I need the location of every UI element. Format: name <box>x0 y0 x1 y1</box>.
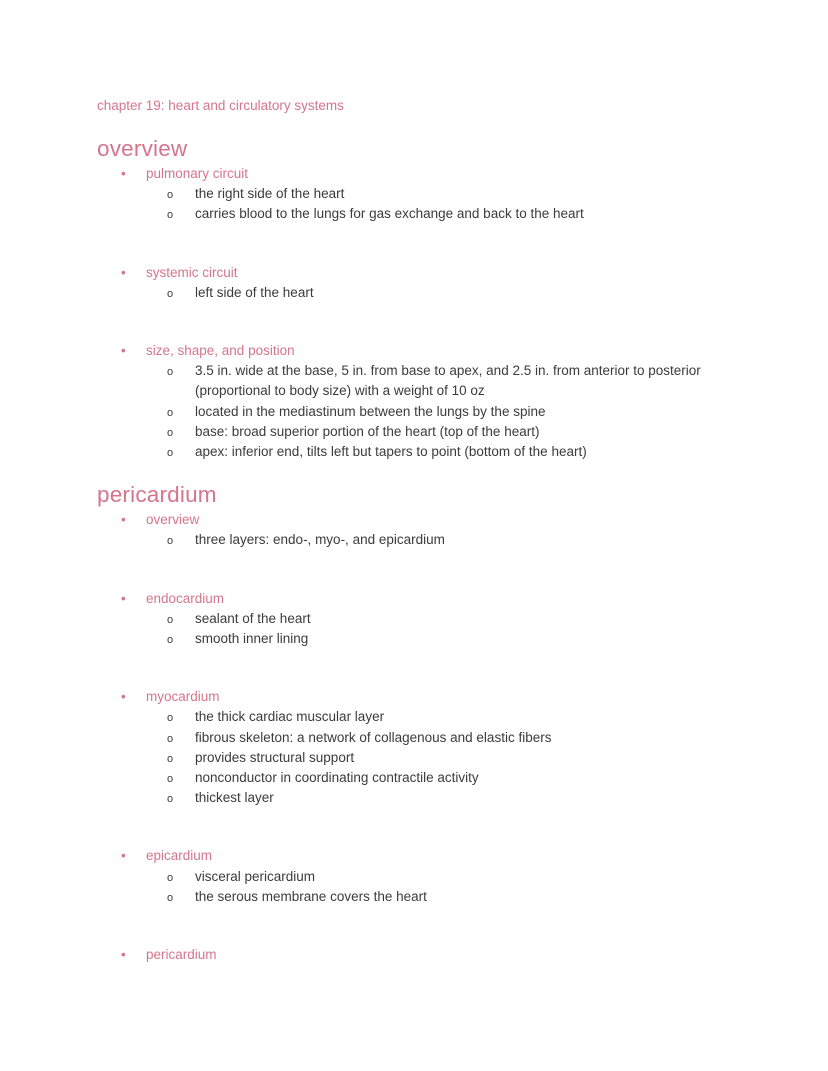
sublist <box>97 283 731 303</box>
circle-bullet-icon: o <box>167 793 174 806</box>
section-title: pericardium <box>97 482 217 508</box>
circle-bullet-icon: o <box>167 287 174 300</box>
sublist <box>97 609 731 649</box>
circle-bullet-icon: o <box>167 752 174 765</box>
list-item-text: apex: inferior end, tilts left but tapers to point (bottom of the heart) <box>195 444 587 460</box>
list-item-text: the thick cardiac muscular layer <box>195 709 385 725</box>
bullet-group <box>97 846 731 907</box>
list-item-level2 <box>97 728 725 748</box>
circle-bullet-icon: o <box>167 189 174 202</box>
list-item-level1 <box>97 945 731 965</box>
document-body <box>97 134 731 965</box>
list-item-label: pulmonary circuit <box>146 166 249 181</box>
bullet-icon: • <box>121 512 126 528</box>
circle-bullet-icon: o <box>167 209 174 222</box>
list-item-text: fibrous skeleton: a network of collagenous and elastic fibers <box>195 729 552 745</box>
list-item-level2 <box>97 867 725 887</box>
list-item-label: systemic circuit <box>146 264 238 280</box>
circle-bullet-icon: o <box>167 891 174 904</box>
list-item-text: left side of the heart <box>195 284 314 300</box>
list-item-level1 <box>97 589 731 609</box>
bullet-group <box>97 263 731 303</box>
circle-bullet-icon: o <box>167 871 174 884</box>
bullet-group <box>97 589 731 650</box>
list-item-level2 <box>97 788 725 808</box>
circle-bullet-icon: o <box>167 634 174 647</box>
bullet-group <box>97 341 731 462</box>
list-item-level1 <box>97 341 731 361</box>
list-item-level2 <box>97 184 725 204</box>
section-groups <box>97 510 731 965</box>
list-item-label: pericardium <box>146 947 217 963</box>
bullet-group <box>97 510 731 550</box>
list-item-level2 <box>97 204 725 224</box>
list-item-level1 <box>97 510 731 530</box>
list-item-level2 <box>97 629 725 649</box>
bullet-icon: • <box>121 848 126 864</box>
list-item-level2 <box>97 361 725 401</box>
list-item-text: 3.5 in. wide at the base, 5 in. from base to apex, and 2.5 in. from anterior to posterior (proportional to body size) with a weight of 10 oz <box>195 363 701 399</box>
circle-bullet-icon: o <box>167 732 174 745</box>
list-item-text: base: broad superior portion of the heart (top of the heart) <box>195 423 540 439</box>
list-item-text: carries blood to the lungs for gas exchange and back to the heart <box>195 206 584 222</box>
list-item-text: provides structural support <box>195 749 355 765</box>
bullet-icon: • <box>121 689 126 705</box>
section <box>97 134 731 462</box>
list-item-level2 <box>97 422 725 442</box>
list-item-level2 <box>97 748 725 768</box>
list-item-text: nonconductor in coordinating contractile activity <box>195 770 479 786</box>
bullet-icon: • <box>121 590 126 606</box>
list-item-level1 <box>97 263 731 283</box>
circle-bullet-icon: o <box>167 366 174 379</box>
circle-bullet-icon: o <box>167 613 174 626</box>
list-item-text: sealant of the heart <box>195 610 311 626</box>
list-item-level1 <box>97 164 731 184</box>
list-item-label: overview <box>146 512 200 528</box>
circle-bullet-icon: o <box>167 773 174 786</box>
section-title: overview <box>97 136 188 161</box>
sublist <box>97 707 731 808</box>
section <box>97 480 731 965</box>
list-item-text: the right side of the heart <box>195 186 345 202</box>
list-item-text: smooth inner lining <box>195 631 309 647</box>
bullet-group <box>97 945 731 965</box>
bullet-icon: • <box>121 343 126 359</box>
sublist <box>97 867 731 907</box>
bullet-icon: • <box>121 264 126 280</box>
sublist <box>97 184 731 224</box>
chapter-subtitle: chapter 19: heart and circulatory systems <box>97 98 344 113</box>
bullet-group <box>97 687 731 808</box>
sublist <box>97 530 731 550</box>
list-item-label: myocardium <box>146 689 220 705</box>
list-item-level2 <box>97 402 725 422</box>
list-item-text: the serous membrane covers the heart <box>195 888 427 904</box>
list-item-level1 <box>97 846 731 866</box>
list-item-text: visceral pericardium <box>195 868 316 884</box>
list-item-level2 <box>97 283 725 303</box>
bullet-group <box>97 164 731 225</box>
circle-bullet-icon: o <box>167 406 174 419</box>
list-item-level1 <box>97 687 731 707</box>
circle-bullet-icon: o <box>167 426 174 439</box>
sublist <box>97 361 731 462</box>
list-item-text: located in the mediastinum between the lungs by the spine <box>195 403 546 419</box>
list-item-level2 <box>97 887 725 907</box>
list-item-level2 <box>97 768 725 788</box>
list-item-level2 <box>97 707 725 727</box>
list-item-level2 <box>97 609 725 629</box>
bullet-icon: • <box>121 947 126 963</box>
circle-bullet-icon: o <box>167 447 174 460</box>
list-item-label: size, shape, and position <box>146 343 295 359</box>
list-item-text: three layers: endo-, myo-, and epicardium <box>195 532 445 548</box>
list-item-level2 <box>97 530 725 550</box>
list-item-label: endocardium <box>146 590 225 606</box>
circle-bullet-icon: o <box>167 535 174 548</box>
list-item-text: thickest layer <box>195 790 274 806</box>
list-item-label: epicardium <box>146 848 213 864</box>
list-item-level2 <box>97 442 725 462</box>
bullet-icon: • <box>121 166 126 181</box>
section-groups <box>97 164 731 462</box>
circle-bullet-icon: o <box>167 712 174 725</box>
